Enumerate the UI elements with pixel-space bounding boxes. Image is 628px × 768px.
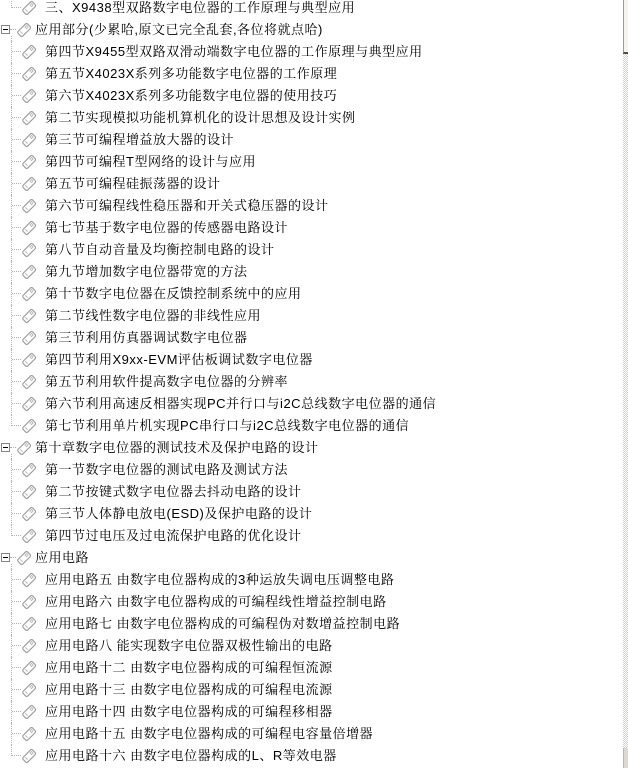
tree-item-label[interactable]: 第四节过电压及过电流保护电路的优化设计 [45, 528, 302, 543]
tree-connector-hline [12, 667, 21, 668]
tree-item-label[interactable]: 第五节利用软件提高数字电位器的分辨率 [45, 374, 289, 389]
tag-note-icon [21, 682, 37, 698]
tag-note-icon [21, 88, 37, 104]
tree-connector-vline [11, 723, 12, 745]
scrollbar-bottom-button[interactable] [623, 748, 628, 768]
tree-connector-vline [11, 63, 12, 85]
tree-node-item[interactable] [0, 459, 620, 481]
tag-note-icon [21, 396, 37, 412]
tree-item-label[interactable]: 应用部分(少累哈,原文已完全乱套,各位将就点哈) [35, 22, 323, 37]
tree-item-label[interactable]: 应用电路七 由数字电位器构成的可编程伪对数增益控制电路 [45, 616, 401, 631]
tree-connector-hline [12, 205, 21, 206]
tree-node-root[interactable] [0, 547, 620, 569]
tag-note-icon [21, 704, 37, 720]
tree-connector-hline [12, 381, 21, 382]
tag-note-icon [21, 242, 37, 258]
tree-item-label[interactable]: 第五节X4023X系列多功能数字电位器的工作原理 [45, 66, 338, 81]
tree-connector-vline [11, 85, 12, 107]
tag-note-icon [21, 528, 37, 544]
tag-note-icon [21, 0, 37, 16]
tree-item-label[interactable]: 第一节数字电位器的测试电路及测试方法 [45, 462, 289, 477]
tree-connector-vline [11, 613, 12, 635]
tree-connector-hline [12, 73, 21, 74]
tree-node-item[interactable] [0, 481, 620, 503]
tree-connector-vline [11, 635, 12, 657]
tree-connector-hline [12, 513, 21, 514]
collapse-toggle-minus-box[interactable] [1, 443, 10, 452]
tree-node-root[interactable] [0, 437, 620, 459]
tree-connector-hline [12, 139, 21, 140]
tag-note-icon [21, 594, 37, 610]
tree-connector-hline [12, 117, 21, 118]
tag-note-icon [21, 308, 37, 324]
tag-note-icon [21, 748, 37, 764]
tree-item-label[interactable]: 第五节可编程硅振荡器的设计 [45, 176, 221, 191]
tag-note-icon [16, 22, 32, 38]
vertical-scrollbar[interactable] [623, 0, 628, 768]
tree-item-label[interactable]: 应用电路十四 由数字电位器构成的可编程移相器 [45, 704, 333, 719]
scrollbar-thumb[interactable] [623, 0, 628, 54]
tree-connector-vline [11, 679, 12, 701]
tree-connector-vline [11, 107, 12, 129]
tree-node-item[interactable] [0, 305, 620, 327]
tree-connector-hline [12, 711, 21, 712]
tree-connector-vline [11, 217, 12, 239]
tree-item-label[interactable]: 第二节线性数字电位器的非线性应用 [45, 308, 262, 323]
tag-note-icon [21, 462, 37, 478]
tree-connector-hline [12, 359, 21, 360]
tree-node-item[interactable] [0, 371, 620, 393]
tag-note-icon [21, 572, 37, 588]
tag-note-icon [16, 440, 32, 456]
tree-node-item[interactable] [0, 63, 620, 85]
tag-note-icon [21, 638, 37, 654]
tag-note-icon [21, 176, 37, 192]
tree-node-item[interactable] [0, 239, 620, 261]
tree-connector-hline [12, 601, 21, 602]
tag-note-icon [21, 154, 37, 170]
tree-connector-vline [11, 327, 12, 349]
tree-node-item[interactable] [0, 525, 620, 547]
tree-connector-hline [12, 469, 21, 470]
tree-item-label[interactable]: 三、X9438型双路数字电位器的工作原理与典型应用 [45, 0, 356, 15]
collapse-toggle-minus-box[interactable] [1, 25, 10, 34]
tree-item-label[interactable]: 第七节基于数字电位器的传感器电路设计 [45, 220, 289, 235]
tree-connector-hline [12, 315, 21, 316]
tree-connector-hline [12, 733, 21, 734]
tree-connector-vline [11, 151, 12, 173]
tree-item-label[interactable]: 应用电路 [35, 550, 90, 565]
tag-note-icon [16, 550, 32, 566]
tree-node-item[interactable] [0, 349, 620, 371]
tree-connector-hline [12, 161, 21, 162]
tree-item-label[interactable]: 第十章数字电位器的测试技术及保护电路的设计 [35, 440, 319, 455]
tree-node-item[interactable] [0, 723, 620, 745]
tree-item-label[interactable]: 第九节增加数字电位器带宽的方法 [45, 264, 248, 279]
tree-item-label[interactable]: 应用电路十五 由数字电位器构成的可编程电容量倍增器 [45, 726, 374, 741]
tree-connector-hline [12, 183, 21, 184]
tree-node-item[interactable] [0, 635, 620, 657]
tag-note-icon [21, 264, 37, 280]
tree-connector-vline [11, 239, 12, 261]
tree-connector-hline [12, 51, 21, 52]
tree-connector-vline [11, 129, 12, 151]
tree-node-item[interactable] [0, 745, 620, 767]
tree-connector-hline [12, 403, 21, 404]
collapse-toggle-minus-box[interactable] [1, 553, 10, 562]
tree-connector-hline [12, 7, 21, 8]
tree-connector-hline [12, 95, 21, 96]
tree-connector-hline [12, 425, 21, 426]
tree-connector-vline [11, 393, 12, 415]
tree-connector-vline [11, 701, 12, 723]
tree-node-item[interactable] [0, 0, 620, 19]
tree-connector-vline [11, 591, 12, 613]
tree-item-label[interactable]: 第六节利用高速反相器实现PC并行口与i2C总线数字电位器的通信 [45, 396, 437, 411]
tag-note-icon [21, 484, 37, 500]
tree-node-item[interactable] [0, 217, 620, 239]
tree-node-root[interactable] [0, 19, 620, 41]
tree-item-label[interactable]: 应用电路六 由数字电位器构成的可编程线性增益控制电路 [45, 594, 387, 609]
tree-connector-hline [12, 755, 21, 756]
tag-note-icon [21, 286, 37, 302]
tag-note-icon [21, 352, 37, 368]
tag-note-icon [21, 110, 37, 126]
tree-connector-hline [12, 535, 21, 536]
tree-connector-hline [12, 689, 21, 690]
tree-connector-hline [12, 579, 21, 580]
tree-connector-hline [12, 271, 21, 272]
tree-node-item[interactable] [0, 195, 620, 217]
tree-node-item[interactable] [0, 327, 620, 349]
tree-item-label[interactable]: 第八节自动音量及均衡控制电路的设计 [45, 242, 275, 257]
tree-item-label[interactable]: 第六节X4023X系列多功能数字电位器的使用技巧 [45, 88, 338, 103]
tree-node-item[interactable] [0, 591, 620, 613]
tag-note-icon [21, 198, 37, 214]
tree-item-label[interactable]: 应用电路五 由数字电位器构成的3种运放失调电压调整电路 [45, 572, 395, 587]
tree-connector-vline [11, 657, 12, 679]
tree-item-label[interactable]: 第六节可编程线性稳压器和开关式稳压器的设计 [45, 198, 329, 213]
tree-node-item[interactable] [0, 151, 620, 173]
tree-connector-vline [11, 503, 12, 525]
tree-item-label[interactable]: 第三节利用仿真器调试数字电位器 [45, 330, 248, 345]
tree-node-item[interactable] [0, 657, 620, 679]
tree-connector-vline [11, 569, 12, 591]
tree-node-item[interactable] [0, 393, 620, 415]
tree-item-label[interactable]: 第四节X9455型双路双滑动端数字电位器的工作原理与典型应用 [45, 44, 423, 59]
tree-connector-hline [12, 491, 21, 492]
tree-item-label[interactable]: 应用电路十三 由数字电位器构成的可编程电流源 [45, 682, 333, 697]
tree-connector-vline [11, 349, 12, 371]
tree-node-item[interactable] [0, 107, 620, 129]
tree-connector-hline [12, 249, 21, 250]
tree-item-label[interactable]: 第三节可编程增益放大器的设计 [45, 132, 235, 147]
tree-node-item[interactable] [0, 41, 620, 63]
tree-connector-vline [11, 173, 12, 195]
tag-note-icon [21, 660, 37, 676]
tag-note-icon [21, 132, 37, 148]
tree-connector-hline [12, 623, 21, 624]
tag-note-icon [21, 506, 37, 522]
tree-connector-vline [11, 195, 12, 217]
tree-item-label[interactable]: 第三节人体静电放电(ESD)及保护电路的设计 [45, 506, 313, 521]
tree-node-item[interactable] [0, 173, 620, 195]
tag-note-icon [21, 66, 37, 82]
tag-note-icon [21, 330, 37, 346]
tree-connector-vline [11, 283, 12, 305]
tag-note-icon [21, 418, 37, 434]
tree-node-item[interactable] [0, 679, 620, 701]
tree-connector-vline [11, 305, 12, 327]
tag-note-icon [21, 374, 37, 390]
tree-item-label[interactable]: 第二节按键式数字电位器去抖动电路的设计 [45, 484, 302, 499]
tree-connector-vline [11, 371, 12, 393]
tree-node-item[interactable] [0, 261, 620, 283]
tree-connector-hline [12, 337, 21, 338]
tag-note-icon [21, 726, 37, 742]
tag-note-icon [21, 44, 37, 60]
tree-node-item[interactable] [0, 503, 620, 525]
tree-item-label[interactable]: 应用电路十二 由数字电位器构成的可编程恒流源 [45, 660, 333, 675]
tree-item-label[interactable]: 第四节利用X9xx-EVM评估板调试数字电位器 [45, 352, 313, 367]
tree-node-item[interactable] [0, 283, 620, 305]
scrollbar-track[interactable] [623, 0, 628, 768]
tag-note-icon [21, 616, 37, 632]
tree-item-label[interactable]: 第二节实现模拟功能机算机化的设计思想及设计实例 [45, 110, 356, 125]
tree-node-item[interactable] [0, 129, 620, 151]
tree-item-label[interactable]: 第四节可编程T型网络的设计与应用 [45, 154, 256, 169]
tree-connector-vline [11, 459, 12, 481]
tree-connector-vline [11, 481, 12, 503]
tree-item-label[interactable]: 应用电路十六 由数字电位器构成的L、R等效电器 [45, 748, 337, 763]
tree-node-item[interactable] [0, 85, 620, 107]
tree-connector-hline [12, 227, 21, 228]
tree-connector-vline [11, 41, 12, 63]
tree-node-item[interactable] [0, 701, 620, 723]
tree-connector-vline [11, 261, 12, 283]
tree-item-label[interactable]: 第七节利用单片机实现PC串行口与i2C总线数字电位器的通信 [45, 418, 410, 433]
tree-node-item[interactable] [0, 613, 620, 635]
tree-node-item[interactable] [0, 415, 620, 437]
tree-item-label[interactable]: 第十节数字电位器在反馈控制系统中的应用 [45, 286, 302, 301]
tree-connector-hline [12, 293, 21, 294]
tree-item-label[interactable]: 应用电路八 能实现数字电位器双极性输出的电路 [45, 638, 333, 653]
tree-node-item[interactable] [0, 569, 620, 591]
tag-note-icon [21, 220, 37, 236]
tree-connector-hline [12, 645, 21, 646]
